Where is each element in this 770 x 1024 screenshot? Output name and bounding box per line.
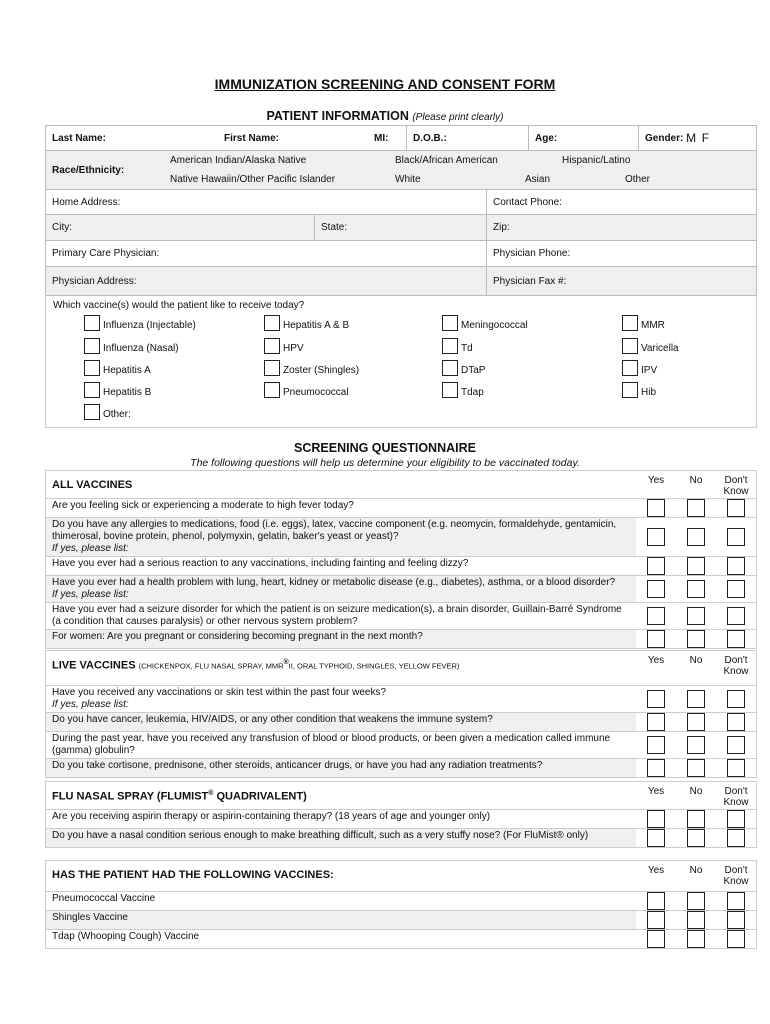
checkbox[interactable]: [84, 382, 100, 398]
answer-no: [676, 930, 716, 948]
question-text: During the past year, have you received any transfusion of blood or blood products, or been given a medication called immune (gamma) globulin?: [52, 733, 611, 756]
checkbox-no[interactable]: [687, 810, 705, 828]
zip-field[interactable]: Zip:: [486, 215, 756, 240]
checkbox[interactable]: [264, 360, 280, 376]
prior-vaccines-table: [45, 860, 757, 949]
checkbox-no[interactable]: [687, 528, 705, 546]
flu-nasal-table: [45, 781, 757, 848]
question-text: Shingles Vaccine: [46, 911, 636, 929]
question-text: Pneumococcal Vaccine: [52, 893, 156, 904]
question-text: Do you take cortisone, prednisone, other steroids, anticancer drugs, or have you had any radiation treatments?: [46, 759, 636, 777]
mi-field[interactable]: MI:: [374, 132, 389, 144]
answer-no: [676, 759, 716, 777]
col-yes: Yes: [647, 865, 665, 876]
question-text: Have you ever had a seizure disorder for which the patient is on seizure medication(s), a brain disorder, Guillain-Barré Syndrome (a condition that causes paralysis) or other nervous system problem?: [52, 604, 622, 627]
first-name-field[interactable]: First Name:: [224, 132, 280, 144]
checkbox[interactable]: [84, 315, 100, 331]
vaccine-hib[interactable]: Hib: [622, 382, 656, 398]
vaccine-dtap[interactable]: DTaP: [442, 360, 485, 376]
col-dont-know: Don't Know: [723, 786, 749, 808]
checkbox-yes[interactable]: [647, 630, 665, 648]
question-text: Tdap (Whooping Cough) Vaccine: [52, 931, 200, 942]
col-dont-know: Don't Know: [723, 655, 749, 677]
question-row: [46, 499, 756, 518]
question-text: Do you have any allergies to medications, food (i.e. eggs), latex, vaccine component (e.g. neomycin, formaldehyde, gentamicin, thimerosal, bovine protein, phenol, polymyxin, gelatin, baker's yeast or yeast)? If yes, please list:: [46, 518, 636, 556]
checkbox[interactable]: [84, 338, 100, 354]
answer-dont-know: [716, 810, 756, 828]
col-no: No: [689, 786, 703, 797]
answer-yes: [636, 557, 676, 575]
question-row: [46, 713, 756, 732]
section-label: HAS THE PATIENT HAD THE FOLLOWING VACCINES:: [52, 869, 334, 881]
checkbox[interactable]: [622, 315, 638, 331]
checkbox-yes[interactable]: [647, 810, 665, 828]
section-label: LIVE VACCINES (CHICKENPOX, FLU NASAL SPRAY, MMR®II, ORAL TYPHOID, SHINGLES, YELLOW FEVER): [52, 659, 460, 672]
question-row: [46, 810, 756, 829]
col-dont-know: Don't Know: [723, 475, 749, 497]
checkbox-no[interactable]: [687, 607, 705, 625]
checkbox[interactable]: [442, 360, 458, 376]
checkbox-no[interactable]: [687, 829, 705, 847]
vaccine-influenza-nasal[interactable]: Influenza (Nasal): [84, 338, 179, 354]
checkbox-yes[interactable]: [647, 528, 665, 546]
answer-yes: [636, 911, 676, 929]
answer-yes: [636, 499, 676, 517]
answer-dont-know: [716, 686, 756, 712]
answer-yes: [636, 810, 676, 828]
answer-yes: [636, 518, 676, 556]
answer-dont-know: [716, 732, 756, 758]
checkbox-yes[interactable]: [647, 499, 665, 517]
checkbox[interactable]: [622, 382, 638, 398]
all-vaccines-table: [45, 470, 757, 649]
age-field[interactable]: Age:: [528, 126, 638, 150]
answer-yes: [636, 759, 676, 777]
checkbox-yes[interactable]: [647, 759, 665, 777]
patient-info-grid: [45, 125, 757, 296]
last-name-field[interactable]: Last Name:: [52, 132, 106, 144]
question-text: Are you feeling sick or experiencing a moderate to high fever today?: [52, 500, 354, 511]
answer-no: [676, 557, 716, 575]
checkbox[interactable]: [84, 360, 100, 376]
answer-yes: [636, 603, 676, 629]
checkbox-yes[interactable]: [647, 557, 665, 575]
live-vaccines-table: [45, 650, 757, 778]
checkbox[interactable]: [264, 315, 280, 331]
checkbox-dont-know[interactable]: [727, 607, 745, 625]
patient-info-heading: PATIENT INFORMATION (Please print clearly): [266, 109, 504, 123]
question-text: Do you have a nasal condition serious enough to make breathing difficult, such as a very stuffy nose? (For FluMist® only): [46, 829, 636, 847]
answer-no: [676, 686, 716, 712]
checkbox-dont-know[interactable]: [727, 528, 745, 546]
checkbox[interactable]: [264, 338, 280, 354]
checkbox-no[interactable]: [687, 557, 705, 575]
answer-no: [676, 630, 716, 648]
checkbox-no[interactable]: [687, 630, 705, 648]
city-field[interactable]: City:: [52, 222, 72, 233]
answer-dont-know: [716, 930, 756, 948]
contact-phone-field[interactable]: Contact Phone:: [486, 190, 756, 214]
checkbox-dont-know[interactable]: [727, 557, 745, 575]
state-field[interactable]: State:: [314, 215, 486, 240]
checkbox-dont-know[interactable]: [727, 580, 745, 598]
col-yes: Yes: [647, 655, 665, 666]
question-text: Are you receiving aspirin therapy or aspirin-containing therapy? (18 years of age and younger only): [52, 811, 491, 822]
answer-dont-know: [716, 499, 756, 517]
gender-field[interactable]: Gender: M F: [638, 126, 756, 150]
checkbox-yes[interactable]: [647, 713, 665, 731]
checkbox-no[interactable]: [687, 499, 705, 517]
pcp-field[interactable]: Primary Care Physician:: [52, 248, 160, 259]
answer-dont-know: [716, 892, 756, 910]
checkbox-no[interactable]: [687, 713, 705, 731]
checkbox-dont-know[interactable]: [727, 911, 745, 929]
question-row: [46, 892, 756, 911]
checkbox-dont-know[interactable]: [727, 759, 745, 777]
checkbox-yes[interactable]: [647, 829, 665, 847]
checkbox-dont-know[interactable]: [727, 930, 745, 948]
answer-dont-know: [716, 713, 756, 731]
answer-yes: [636, 732, 676, 758]
answer-no: [676, 713, 716, 731]
vaccine-selection: [45, 295, 757, 428]
answer-dont-know: [716, 603, 756, 629]
question-text: Do you have cancer, leukemia, HIV/AIDS, or any other condition that weakens the immune system?: [46, 713, 636, 731]
vaccine-hepatitis-ab[interactable]: Hepatitis A & B: [264, 315, 349, 331]
answer-no: [676, 576, 716, 602]
home-address-field[interactable]: Home Address:: [52, 196, 121, 208]
answer-dont-know: [716, 576, 756, 602]
answer-no: [676, 829, 716, 847]
checkbox-yes[interactable]: [647, 580, 665, 598]
answer-no: [676, 810, 716, 828]
checkbox-yes[interactable]: [647, 911, 665, 929]
screening-note: The following questions will help us determine your eligibility to be vaccinated today.: [190, 457, 580, 469]
checkbox-yes[interactable]: [647, 690, 665, 708]
col-yes: Yes: [647, 475, 665, 486]
answer-dont-know: [716, 518, 756, 556]
section-label: ALL VACCINES: [52, 479, 133, 491]
checkbox-dont-know[interactable]: [727, 499, 745, 517]
question-row: [46, 732, 756, 759]
vaccine-hepatitis-b[interactable]: Hepatitis B: [84, 382, 151, 398]
answer-dont-know: [716, 759, 756, 777]
question-text: Have you ever had a serious reaction to any vaccinations, including fainting and feeling dizzy?: [52, 558, 469, 569]
vaccine-zoster[interactable]: Zoster (Shingles): [264, 360, 359, 376]
checkbox-no[interactable]: [687, 759, 705, 777]
vaccine-td[interactable]: Td: [442, 338, 473, 354]
checkbox[interactable]: [442, 338, 458, 354]
checkbox-dont-know[interactable]: [727, 630, 745, 648]
checkbox-dont-know[interactable]: [727, 829, 745, 847]
col-no: No: [689, 475, 703, 486]
answer-no: [676, 911, 716, 929]
question-row: [46, 576, 756, 603]
vaccine-question: Which vaccine(s) would the patient like to receive today?: [53, 300, 305, 311]
race-options[interactable]: American Indian/Alaska Native Black/African American Hispanic/Latino Native Hawaiin/Other Pacific Islander White Asian Other: [170, 155, 651, 185]
answer-no: [676, 603, 716, 629]
checkbox-dont-know[interactable]: [727, 736, 745, 754]
answer-no: [676, 892, 716, 910]
checkbox[interactable]: [442, 315, 458, 331]
answer-yes: [636, 713, 676, 731]
vaccine-pneumococcal[interactable]: Pneumococcal: [264, 382, 349, 398]
dob-field[interactable]: D.O.B.:: [406, 126, 528, 150]
checkbox[interactable]: [622, 338, 638, 354]
checkbox-dont-know[interactable]: [727, 892, 745, 910]
answer-no: [676, 499, 716, 517]
checkbox[interactable]: [84, 404, 100, 420]
vaccine-tdap[interactable]: Tdap: [442, 382, 484, 398]
answer-yes: [636, 829, 676, 847]
checkbox[interactable]: [264, 382, 280, 398]
section-label: FLU NASAL SPRAY (FLUMIST® QUADRIVALENT): [52, 790, 307, 803]
question-row: [46, 911, 756, 930]
checkbox-no[interactable]: [687, 736, 705, 754]
col-no: No: [689, 655, 703, 666]
question-text: Have you ever had a health problem with lung, heart, kidney or metabolic disease (e.g., diabetes), asthma, or a blood disorder? If yes, please list:: [46, 576, 636, 602]
screening-heading: SCREENING QUESTIONNAIRE: [294, 441, 476, 455]
vaccine-influenza-injectable[interactable]: Influenza (Injectable): [84, 315, 196, 331]
question-row: [46, 930, 756, 948]
checkbox-no[interactable]: [687, 892, 705, 910]
col-yes: Yes: [647, 786, 665, 797]
answer-yes: [636, 686, 676, 712]
form-title: IMMUNIZATION SCREENING AND CONSENT FORM: [214, 76, 556, 92]
question-row: [46, 829, 756, 847]
vaccine-meningococcal[interactable]: Meningococcal: [442, 315, 528, 331]
vaccine-hepatitis-a[interactable]: Hepatitis A: [84, 360, 151, 376]
col-dont-know: Don't Know: [723, 865, 749, 887]
question-row: [46, 518, 756, 557]
checkbox-yes[interactable]: [647, 736, 665, 754]
checkbox[interactable]: [442, 382, 458, 398]
question-text: Have you received any vaccinations or skin test within the past four weeks? If yes, please list:: [52, 687, 387, 710]
col-no: No: [689, 865, 703, 876]
answer-yes: [636, 630, 676, 648]
answer-dont-know: [716, 557, 756, 575]
vaccine-other[interactable]: Other:: [84, 404, 131, 420]
physician-address-field[interactable]: Physician Address:: [52, 275, 137, 287]
answer-dont-know: [716, 911, 756, 929]
question-row: [46, 759, 756, 777]
race-label: Race/Ethnicity:: [52, 164, 125, 176]
checkbox-no[interactable]: [687, 911, 705, 929]
question-text: For women: Are you pregnant or considering becoming pregnant in the next month?: [46, 630, 636, 648]
question-row: [46, 630, 756, 648]
answer-yes: [636, 576, 676, 602]
checkbox-no[interactable]: [687, 930, 705, 948]
answer-dont-know: [716, 829, 756, 847]
checkbox-yes[interactable]: [647, 607, 665, 625]
question-row: [46, 557, 756, 576]
answer-dont-know: [716, 630, 756, 648]
answer-yes: [636, 892, 676, 910]
checkbox-dont-know[interactable]: [727, 810, 745, 828]
answer-yes: [636, 930, 676, 948]
checkbox-no[interactable]: [687, 580, 705, 598]
checkbox-no[interactable]: [687, 690, 705, 708]
physician-phone-field[interactable]: Physician Phone:: [486, 241, 756, 266]
vaccine-ipv[interactable]: IPV: [622, 360, 657, 376]
answer-no: [676, 732, 716, 758]
vaccine-hpv[interactable]: HPV: [264, 338, 304, 354]
checkbox-dont-know[interactable]: [727, 690, 745, 708]
checkbox[interactable]: [622, 360, 638, 376]
question-row: [46, 686, 756, 713]
answer-no: [676, 518, 716, 556]
vaccine-varicella[interactable]: Varicella: [622, 338, 679, 354]
checkbox-yes[interactable]: [647, 930, 665, 948]
checkbox-dont-know[interactable]: [727, 713, 745, 731]
physician-fax-field[interactable]: Physician Fax #:: [486, 267, 756, 295]
vaccine-mmr[interactable]: MMR: [622, 315, 665, 331]
checkbox-yes[interactable]: [647, 892, 665, 910]
question-row: [46, 603, 756, 630]
